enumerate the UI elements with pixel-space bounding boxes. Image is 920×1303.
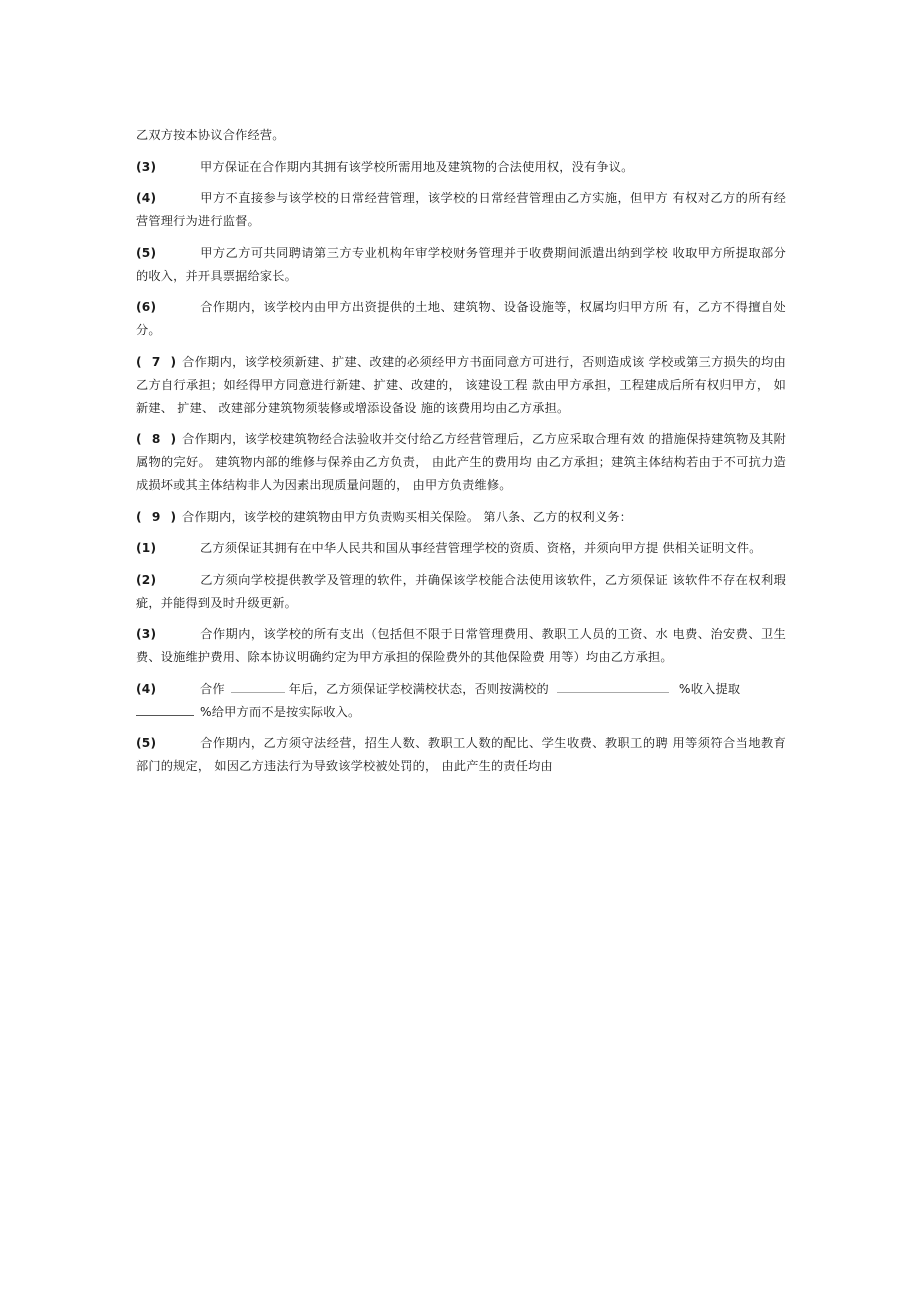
- clause-number: (3): [136, 159, 157, 174]
- document-body: [136, 124, 786, 787]
- clause-number: ( 7 ): [136, 354, 180, 369]
- clause-text: 合作期内，乙方须守法经营，招生人数、教职工人数的配比、学生收费、教职工的聘 用等须符合当地教育部门的规定， 如因乙方违法行为导致该学校被处罚的， 由此产生的责任均由: [136, 736, 786, 773]
- fill-blank-years[interactable]: [231, 680, 285, 693]
- clause-number: (3): [136, 627, 157, 641]
- clause-number: ( 9 ): [136, 509, 180, 524]
- fill-blank-share-rate[interactable]: [136, 703, 194, 716]
- clause-text: 乙方须保证其拥有在中华人民共和国从事经营管理学校的资质、资格，并须向甲方提 供相关证明文件。: [200, 541, 762, 555]
- clause-8-4: [136, 678, 786, 724]
- clause-7-4: [136, 187, 786, 233]
- clause-text: 乙方须向学校提供教学及管理的软件，并确保该学校能合法使用该软件，乙方须保证 该软件不存在权利瑕疵，并能得到及时升级更新。: [136, 572, 786, 610]
- clause-number: (4): [136, 191, 157, 205]
- clause-text-part3: %收入提取: [678, 681, 741, 696]
- clause-7-8: [136, 428, 786, 497]
- clause-number: (1): [136, 541, 157, 555]
- clause-text-part2: 年后，乙方须保证学校满校状态，否则按满校的: [288, 681, 549, 696]
- clause-number: (6): [136, 300, 157, 314]
- clause-text: 合作期内，该学校的所有支出（包括但不限于日常管理费用、教职工人员的工资、水 电费、治安费、卫生费、设施维护费用、除本协议明确约定为甲方承担的保险费外的其他保险费 用等）均由乙方承担。: [136, 627, 786, 664]
- clause-text: 合作期内，该学校建筑物经合法验收并交付给乙方经营管理后，乙方应采取合理有效 的措施保持建筑物及其附属物的完好。 建筑物内部的维修与保养由乙方负责， 由此产生的费用均 由乙方承担；建筑主体结构若由于不可抗力造成损坏或其主体结构非人为因素出现质量问题的， 由甲方负责维修。: [136, 432, 786, 492]
- clause-8-1: [136, 537, 786, 560]
- clause-7-5: [136, 242, 786, 288]
- clause-7-9: [136, 506, 786, 529]
- clause-number: ( 8 ): [136, 432, 180, 446]
- clause-text: 甲方不直接参与该学校的日常经营管理，该学校的日常经营管理由乙方实施，但甲方 有权对乙方的所有经营管理行为进行监督。: [136, 191, 786, 228]
- clause-text: 合作期内，该学校的建筑物由甲方负责购买相关保险。 第八条、乙方的权利义务：: [182, 509, 633, 524]
- clause-text-part1: 合作: [200, 681, 225, 696]
- clause-7-6: [136, 296, 786, 342]
- clause-8-5: [136, 732, 786, 778]
- clause-text: 合作期内，该学校须新建、扩建、改建的必须经甲方书面同意方可进行，否则造成该 学校或第三方损失的均由乙方自行承担；如经得甲方同意进行新建、扩建、改建的， 该建设工程 款由甲方承担，工程建成后所有权归甲方， 如新建、 扩建、 改建部分建筑物须装修或增添设备设 施的该费用均由乙方承担。: [136, 354, 786, 415]
- paragraph-continuation: [136, 124, 786, 147]
- clause-number: (4): [136, 681, 157, 696]
- clause-8-2: [136, 569, 786, 615]
- fill-blank-full-rate[interactable]: [557, 680, 669, 693]
- clause-number: (2): [136, 572, 157, 587]
- clause-7-3: [136, 156, 786, 179]
- clause-text: 甲方乙方可共同聘请第三方专业机构年审学校财务管理并于收费期间派遣出纳到学校 收取甲方所提取部分的收入，并开具票据给家长。: [136, 245, 786, 283]
- clause-text: 合作期内，该学校内由甲方出资提供的土地、建筑物、设备设施等，权属均归甲方所 有，乙方不得擅自处分。: [136, 300, 786, 337]
- clause-text-part4: %给甲方而不是按实际收入。: [200, 704, 361, 719]
- clause-8-3: [136, 623, 786, 669]
- paragraph-text: 乙双方按本协议合作经营。: [136, 128, 285, 142]
- clause-7-7: [136, 351, 786, 420]
- clause-number: (5): [136, 736, 157, 750]
- clause-number: (5): [136, 245, 157, 260]
- clause-text: 甲方保证在合作期内其拥有该学校所需用地及建筑物的合法使用权，没有争议。: [200, 159, 634, 174]
